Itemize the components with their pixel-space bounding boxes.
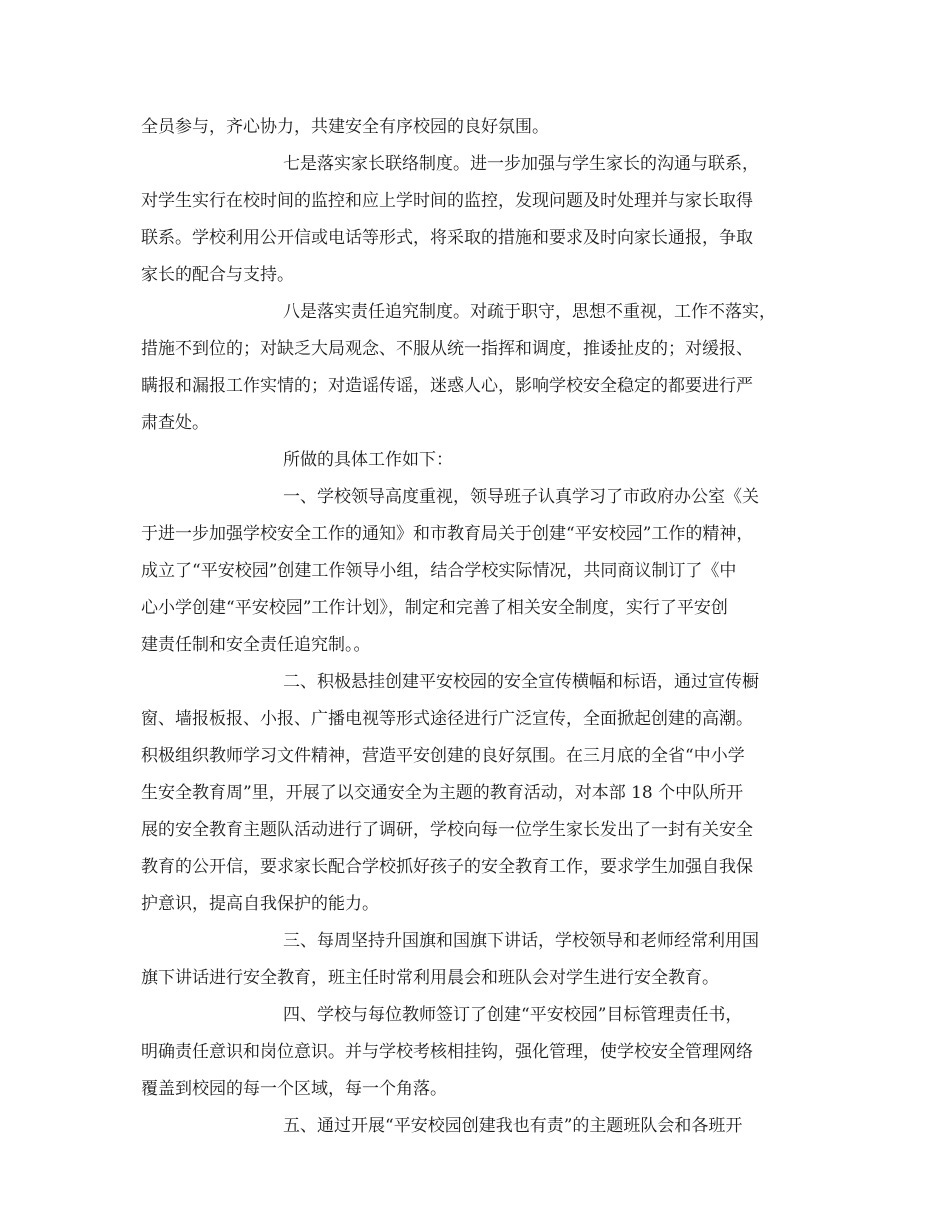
text-line: 四、学校与每位教师签订了创建“平安校园”目标管理责任书， [283,1005,743,1025]
text-line: 心小学创建“平安校园”工作计划》，制定和完善了相关安全制度，实行了平安创 [141,598,728,618]
text-line: 建责任制和安全责任追究制。。 [141,635,371,655]
text-line: 生安全教育周”里，开展了以交通安全为主题的教育活动，对本部 18 个中队所开 [141,783,744,803]
text-line: 明确责任意识和岗位意识。并与学校考核相挂钩，强化管理，使学校安全管理网络 [141,1042,753,1062]
text-line: 对学生实行在校时间的监控和应上学时间的监控，发现问题及时处理并与家长取得 [141,191,753,211]
text-line: 家长的配合与支持。 [141,265,294,285]
text-line: 八是落实责任追究制度。对疏于职守，思想不重视，工作不落实， [283,302,776,322]
text-line: 措施不到位的；对缺乏大局观念、不服从统一指挥和调度，推诿扯皮的；对缓报、 [141,339,753,359]
text-line: 成立了“平安校园”创建工作领导小组，结合学校实际情况，共同商议制订了《中 [141,561,737,581]
text-line: 七是落实家长联络制度。进一步加强与学生家长的沟通与联系， [283,154,759,174]
text-line: 于进一步加强学校安全工作的通知》和市教育局关于创建“平安校园”工作的精神， [141,524,754,544]
text-line: 教育的公开信，要求家长配合学校抓好孩子的安全教育工作，要求学生加强自我保 [141,857,753,877]
text-line: 三、每周坚持升国旗和国旗下讲话，学校领导和老师经常利用国 [283,931,759,951]
text-line: 五、通过开展“平安校园创建我也有责”的主题班队会和各班开 [283,1116,743,1136]
text-line: 旗下讲话进行安全教育，班主任时常利用晨会和班队会对学生进行安全教育。 [141,968,719,988]
text-line: 肃查处。 [141,413,209,433]
text-line: 展的安全教育主题队活动进行了调研，学校向每一位学生家长发出了一封有关安全 [141,820,753,840]
text-line: 积极组织教师学习文件精神，营造平安创建的良好氛围。在三月底的全省“中小学 [141,746,745,766]
text-line: 所做的具体工作如下： [283,450,453,470]
text-line: 一、学校领导高度重视，领导班子认真学习了市政府办公室《关 [283,487,759,507]
text-line: 覆盖到校园的每一个区域，每一个角落。 [141,1079,447,1099]
text-line: 二、积极悬挂创建平安校园的安全宣传横幅和标语，通过宣传橱 [283,672,759,692]
text-line: 护意识，提高自我保护的能力。 [141,894,379,914]
text-line: 联系。学校利用公开信或电话等形式，将采取的措施和要求及时向家长通报，争取 [141,228,753,248]
text-line: 全员参与，齐心协力，共建安全有序校园的良好氛围。 [141,117,549,137]
text-line: 窗、墙报板报、小报、广播电视等形式途径进行广泛宣传，全面掀起创建的高潮。 [141,709,753,729]
text-line: 瞒报和漏报工作实情的；对造谣传谣，迷惑人心，影响学校安全稳定的都要进行严 [141,376,753,396]
